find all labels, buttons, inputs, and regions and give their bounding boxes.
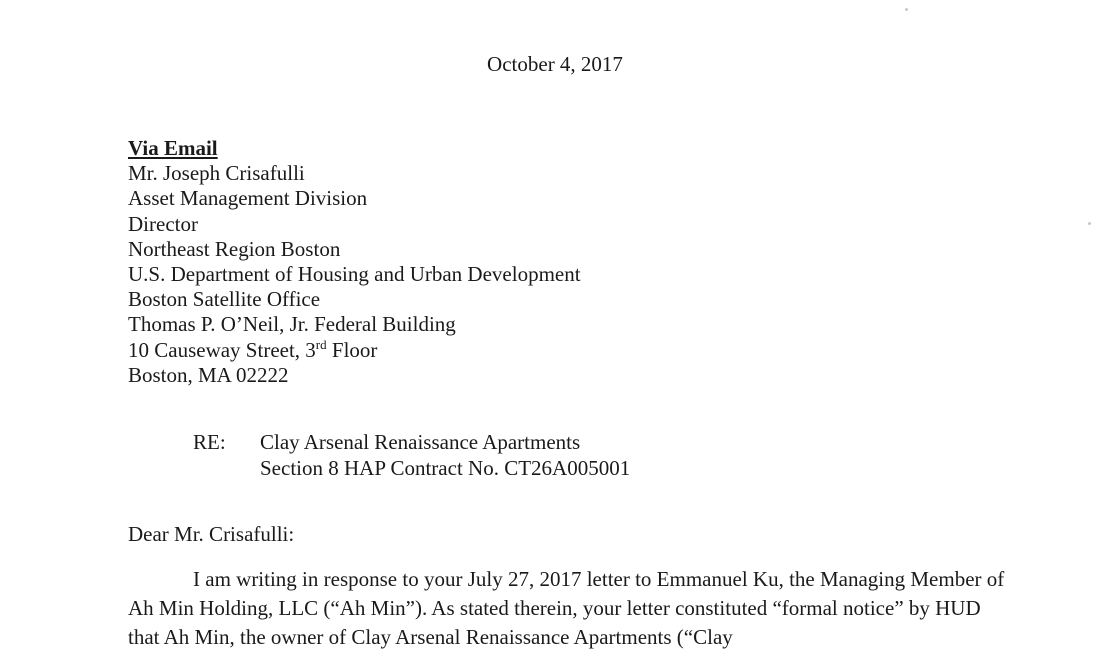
delivery-method: Via Email bbox=[128, 136, 218, 160]
salutation: Dear Mr. Crisafulli: bbox=[128, 522, 295, 546]
recipient-office: Boston Satellite Office bbox=[128, 287, 321, 312]
scan-speck bbox=[1088, 222, 1091, 225]
letter-date: October 4, 2017 bbox=[487, 52, 623, 76]
recipient-region: Northeast Region Boston bbox=[128, 236, 341, 261]
scan-speck bbox=[905, 8, 908, 11]
recipient-division: Asset Management Division bbox=[128, 186, 368, 211]
re-lines bbox=[260, 430, 630, 481]
re-line-property: Clay Arsenal Renaissance Apartments bbox=[260, 430, 581, 454]
recipient-title: Director bbox=[128, 211, 198, 236]
recipient-department: U.S. Department of Housing and Urban Development bbox=[128, 262, 581, 287]
street-floor: Floor bbox=[326, 337, 378, 362]
recipient-street bbox=[128, 338, 581, 363]
recipient-city: Boston, MA 02222 bbox=[128, 362, 289, 387]
re-label: RE: bbox=[193, 430, 226, 454]
recipient-building: Thomas P. O’Neil, Jr. Federal Building bbox=[128, 312, 456, 337]
recipient-address-block bbox=[128, 136, 581, 388]
street-main: 10 Causeway Street, 3 bbox=[128, 337, 316, 362]
street-ordinal: rd bbox=[315, 336, 327, 352]
body-paragraph: I am writing in response to your July 27, 2017 letter to Emmanuel Ku, the Managing Member of Ah Min Holding, LLC (“Ah Min”). As stated therein, your letter constituted “formal notice” by HUD that Ah Min, the owner of Clay Arsenal Renaissance Apartments (“Clay bbox=[128, 567, 1005, 649]
recipient-name: Mr. Joseph Crisafulli bbox=[128, 161, 305, 186]
re-line-contract: Section 8 HAP Contract No. CT26A005001 bbox=[260, 455, 631, 480]
